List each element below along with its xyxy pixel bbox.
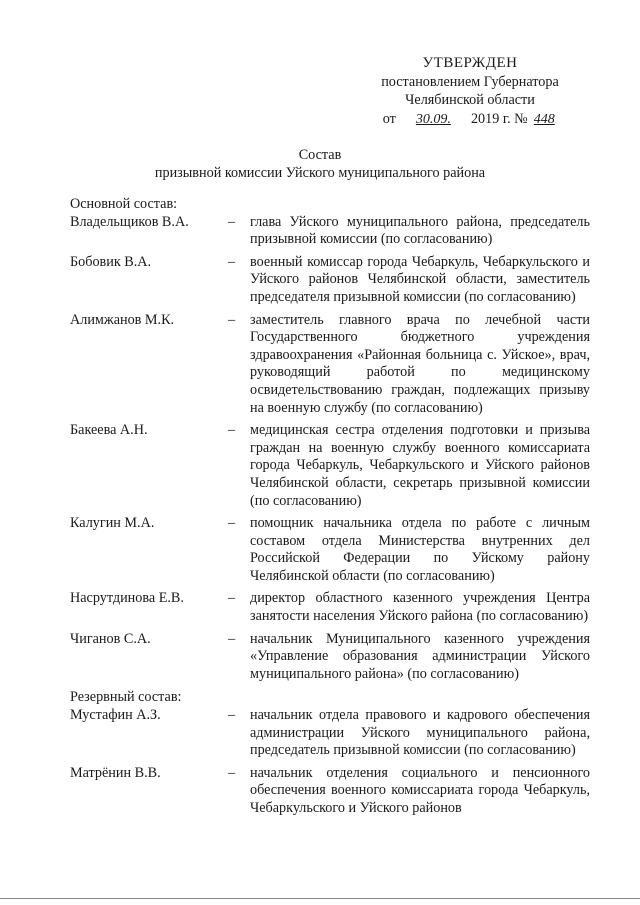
member-name: Владельщиков В.А. <box>70 213 189 230</box>
approval-heading: УТВЕРЖДЕН <box>422 55 518 71</box>
commission-list <box>70 196 590 818</box>
member-row <box>70 254 590 307</box>
document-title <box>0 146 640 182</box>
member-dash: – <box>228 630 236 647</box>
reserve-section-heading: Резервный состав: <box>70 689 182 706</box>
member-row <box>70 312 590 418</box>
member-position: начальник отдела правового и кадрового обеспечения администрации Уйского муниципального района, председатель призывной комиссии (по согласованию) <box>250 707 590 759</box>
member-dash: – <box>228 311 236 328</box>
main-section-heading: Основной состав: <box>70 196 178 212</box>
member-dash: – <box>228 253 236 270</box>
member-position: заместитель главного врача по лечебной части Государственного бюджетного учреждения здравоохранения «Районная больница с. Уйское», врач, руководящий работой по медицинскому освидетельствованию граждан, подлежащих призыву на военную службу (по согласованию) <box>250 311 590 416</box>
member-name: Мустафин А.З. <box>70 707 161 724</box>
member-position: директор областного казенного учреждения Центра занятости населения Уйского района (по согласованию) <box>250 590 590 625</box>
approval-block <box>370 54 570 129</box>
member-name: Насрутдинова Е.В. <box>70 590 184 607</box>
year-text: 2019 г. № <box>470 110 528 127</box>
handwritten-date: 30.09. <box>415 111 451 127</box>
title-line-2: призывной комиссии Уйского муниципального района <box>154 165 486 181</box>
title-line-1: Состав <box>298 147 342 163</box>
handwritten-number: 448 <box>533 111 555 127</box>
member-name: Калугин М.А. <box>70 515 155 532</box>
member-row <box>70 515 590 585</box>
member-dash: – <box>228 764 236 781</box>
member-name: Бобовик В.А. <box>70 253 152 270</box>
approval-date-line <box>370 110 570 130</box>
member-dash: – <box>228 422 236 439</box>
member-position: начальник Муниципального казенного учреждения «Управление образования администрации Уйского муниципального района» (по согласованию) <box>250 630 590 682</box>
member-row <box>70 590 590 625</box>
member-row <box>70 765 590 818</box>
member-position: военный комиссар города Чебаркуль, Чебаркульского и Уйского районов Челябинской области, заместитель председателя призывной комиссии (по согласованию) <box>250 253 590 305</box>
approval-line-2: Челябинской области <box>405 92 535 108</box>
member-row <box>70 214 590 249</box>
member-row <box>70 707 590 760</box>
member-name: Матрёнин В.В. <box>70 764 161 781</box>
member-row <box>70 631 590 684</box>
member-dash: – <box>228 707 236 724</box>
member-dash: – <box>228 213 236 230</box>
member-position: помощник начальника отдела по работе с личным составом отдела Министерства внутренних дел Российской Федерации по Уйскому району Челябинской области (по согласованию) <box>250 515 590 584</box>
member-position: глава Уйского муниципального района, председатель призывной комиссии (по согласованию) <box>250 213 590 248</box>
member-position: начальник отделения социального и пенсионного обеспечения военного комиссариата города Чебаркуль, Чебаркульского и Уйского районов <box>250 764 590 816</box>
approval-line-1: постановлением Губернатора <box>381 73 559 90</box>
member-name: Бакеева А.Н. <box>70 422 148 439</box>
member-dash: – <box>228 515 236 532</box>
member-row <box>70 422 590 510</box>
member-dash: – <box>228 590 236 607</box>
member-name: Алимжанов М.К. <box>70 311 175 328</box>
page-edge-line <box>0 898 640 899</box>
member-name: Чиганов С.А. <box>70 630 151 647</box>
member-position: медицинская сестра отделения подготовки и призыва граждан на военную службу военного комиссариата города Чебаркуль, Чебаркульского и Уйского районов Челябинской области, секретарь призывной комиссии (по согласованию) <box>250 422 590 509</box>
date-prefix: от <box>382 110 396 127</box>
